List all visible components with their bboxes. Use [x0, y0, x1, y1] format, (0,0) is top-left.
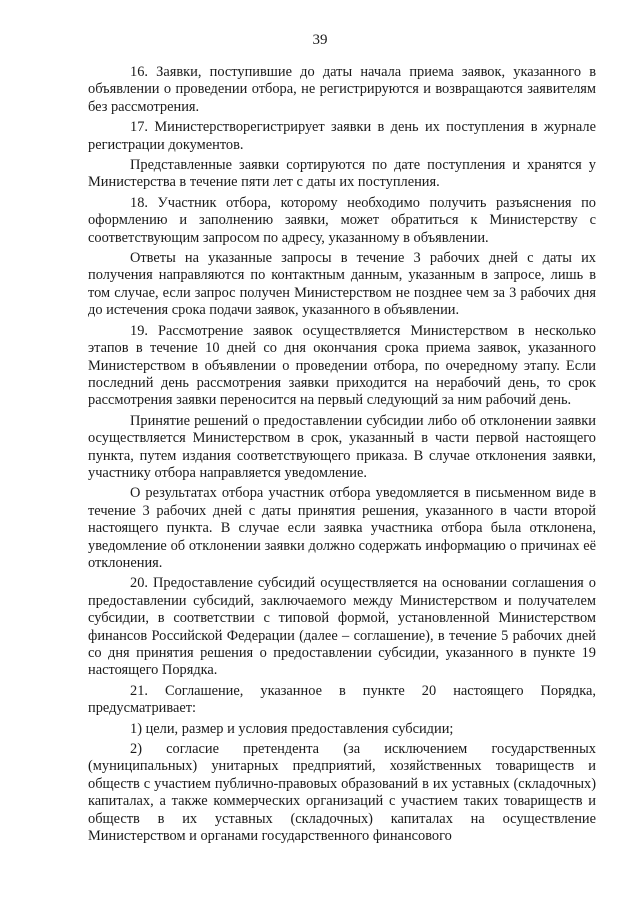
list-item-2: 2) согласие претендента (за исключением государственных (муниципальных) унитарных предприятий, хозяйственных товариществ и обществ с участием публично-правовых образований в их уставных (складочных) капиталах, а также коммерческих организаций с участием таких товариществ и обществ в их уставных (складочных) капиталах на осуществление Министерством и органами государственного финансового	[88, 741, 596, 845]
paragraph-17-storage: Представленные заявки сортируются по дате поступления и хранятся у Министерства в течение пяти лет с даты их поступления.	[88, 157, 596, 191]
paragraph-16: 16. Заявки, поступившие до даты начала приема заявок, указанного в объявлении о проведении отбора, не регистрируются и возвращаются заявителям без рассмотрения.	[88, 64, 596, 115]
paragraph-20: 20. Предоставление субсидий осуществляется на основании соглашения о предоставлении субсидий, заключаемого между Министерством и получателем субсидии, в соответствии с типовой формой, установленной Министерством финансов Российской Федерации (далее – соглашение), в течение 5 рабочих дней со дня принятия решения о предоставлении субсидии, указанного в пункте 19 настоящего Порядка.	[88, 575, 596, 679]
paragraph-17: 17. Министерстворегистрирует заявки в день их поступления в журнале регистрации документов.	[88, 119, 596, 153]
document-body	[88, 64, 596, 848]
paragraph-19-notification: О результатах отбора участник отбора уведомляется в письменном виде в течение 3 рабочих дней с даты принятия решения, указанного в части второй настоящего пункта. В случае если заявка участника отбора была отклонена, уведомление об отклонении заявки должно содержать информацию о причинах её отклонения.	[88, 485, 596, 571]
paragraph-18: 18. Участник отбора, которому необходимо получить разъяснения по оформлению и заполнению заявки, может обратиться к Министерству с соответствующим запросом по адресу, указанному в объявлении.	[88, 194, 596, 246]
paragraph-19: 19. Рассмотрение заявок осуществляется Министерством в несколько этапов в течение 10 дней со дня окончания срока приема заявок, указанного Министерством в объявлении о проведении отбора, по очередному этапу. Если последний день рассмотрения заявки приходится на нерабочий день, то срок рассмотрения заявки переносится на первый следующий за ним рабочий день.	[88, 322, 596, 409]
page-number: 39	[312, 32, 328, 48]
list-item-1: 1) цели, размер и условия предоставления субсидии;	[130, 720, 454, 737]
paragraph-18-answers: Ответы на указанные запросы в течение 3 рабочих дней с даты их получения направляются по контактным данным, указанным в запросе, лишь в том случае, если запрос получен Министерством не позднее чем за 3 рабочих дня до истечения срока подачи заявок, указанного в объявлении.	[88, 250, 596, 319]
paragraph-19-decision: Принятие решений о предоставлении субсидии либо об отклонении заявки осуществляется Министерством в срок, указанный в части первой настоящего пункта, путем издания соответствующего приказа. В случае отклонения заявки, участнику отбора направляется уведомление.	[88, 412, 596, 481]
paragraph-21: 21. Соглашение, указанное в пункте 20 настоящего Порядка, предусматривает:	[88, 682, 596, 717]
